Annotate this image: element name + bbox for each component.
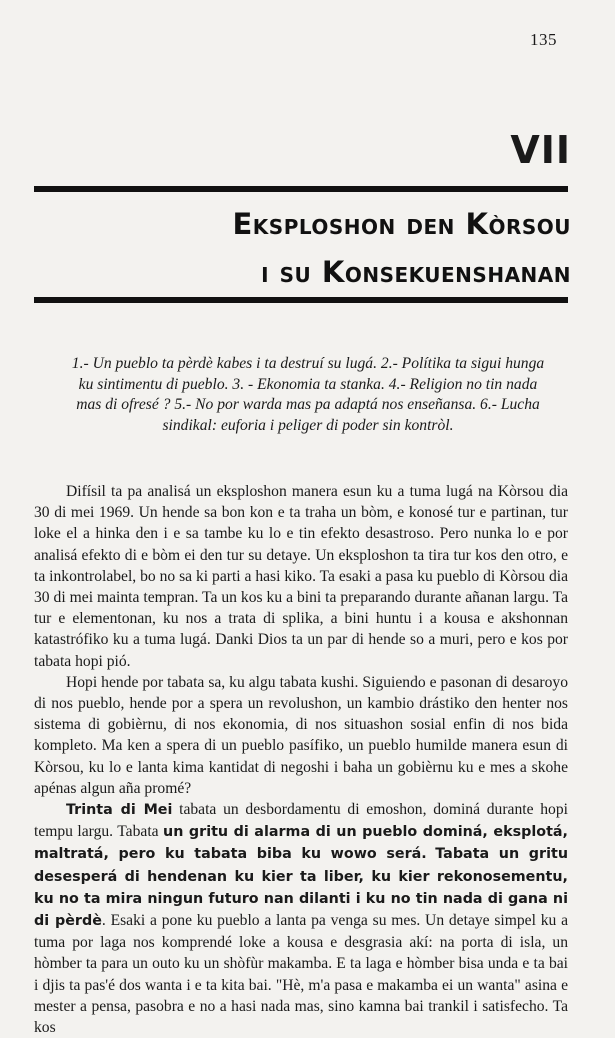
- chapter-title: [232, 200, 571, 296]
- paragraph-1: Difísil ta pa analisá un eksploshon manera esun ku a tuma lugá na Kòrsou dia 30 di mei 1969. Un hende sa bon kon e ta traha un bòm, e konosé tur e partinan, tur loke el a hinka den i e sa tambe ku lo e tin efekto desastroso. Pero nunka lo e por analisá efekto di e bòm ei den tur su detaye. Un eksploshon ta tira tur kos den otro, e ta inkontrolabel, bo no sa ki parti a hasi kiko. Ta esaki a pasa ku pueblo di Kòrsou dia 30 di mei mainta tempran. Ta un kos ku a bini ta preparando durante añanan largu. Ta tur e elementonan, ku nos a trata di splika, a bini huntu i a kousa e akshonnan katastrófiko ku a tuma lugá. Danki Dios ta un par di hende so a muri, pero e kos por tabata hopi pió.: [34, 483, 568, 670]
- chapter-number: VII: [510, 128, 571, 172]
- paragraph-3-text-1: tabata un desbordamentu di emoshon, dominá durante hopi tempu largu. Tabata: [34, 801, 568, 841]
- paragraph-3: [34, 799, 568, 1038]
- chapter-body: [34, 481, 568, 1038]
- bottom-rule: [34, 297, 568, 303]
- top-rule: [34, 186, 568, 192]
- chapter-summary: 1.- Un pueblo ta pèrdè kabes i ta destruí su lugá. 2.- Polítika ta sigui hunga ku sintimentu di pueblo. 3. - Ekonomia ta stanka. 4.- Religion no tin nada mas di ofresé ? 5.- No por warda mas pa adaptá nos enseñansa. 6.- Lucha sindikal: euforia i peliger di poder sin kontròl.: [71, 355, 545, 434]
- page-number: 135: [530, 30, 557, 49]
- bold-phrase-trinta-di-mei: Trinta di Mei: [66, 802, 173, 819]
- paragraph-2: Hopi hende por tabata sa, ku algu tabata kushi. Siguiendo e pasonan di desaroyo di nos pueblo, hende por a spera un revolushon, un kambio drástiko den henter nos sistema di gobièrnu, di nos ekonomia, di nos situashon sosial enfin di nos bida kompleto. Ma ken a spera di un pueblo pasífiko, un pueblo humilde manera esun di Kòrsou, ku lo e lanta kima kantidat di negoshi i baha un gobièrnu ku e mes a skohe apénas algun aña promé?: [34, 673, 568, 797]
- chapter-title-line-2: i su Konsekuenshanan: [261, 255, 571, 289]
- bold-phrase-gritu-di-alarma: un gritu di alarma di un pueblo dominá, eksplotá, maltratá, pero ku tabata biba ku wowo será.: [34, 824, 568, 863]
- paragraph-3-text-2: [427, 845, 436, 862]
- bold-phrase-gritu-desesperá: Tabata un gritu desesperá di hendenan ku kier ta liber, ku kier rekonosementu, ku no ta mira ningun futuro nan dilanti i ku no tin nada di gana ni di pèrdè: [34, 846, 568, 930]
- chapter-title-line-1: Eksploshon den Kòrsou: [232, 207, 571, 241]
- paragraph-3-text-3: . Esaki a pone ku pueblo a lanta pa venga su mes. Un detaye simpel ku a tuma por laga nos komprendé loke a kousa e desgrasia akí: na porta di isla, un hòmber ta para un outo ku un shòfùr makamba. E ta laga e hòmber bisa unda e ta bai i djis ta pas'é dos wanta i e ta kita bai. "Hè, m'a pasa e makamba ei un wanta" asina e mester a pensa, pasobra e no a hasi nada mas, sino kamna bai trankil i satisfecho. Ta kos: [34, 912, 568, 1037]
